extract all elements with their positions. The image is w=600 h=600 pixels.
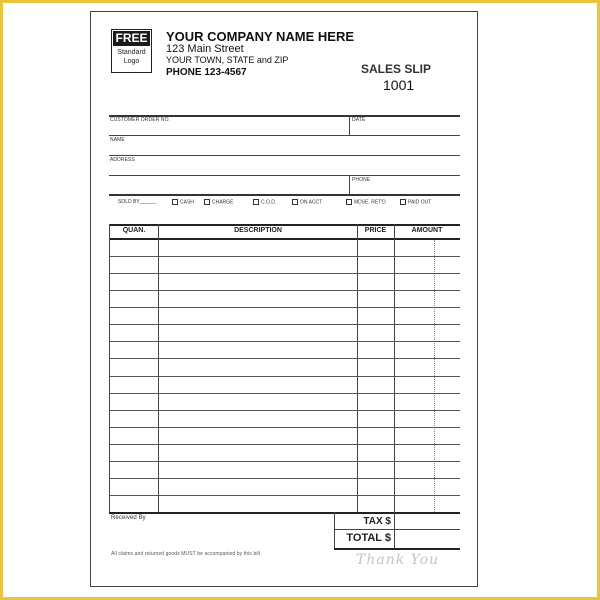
slip-title: SALES SLIP (361, 62, 432, 76)
customer-order-label: CUSTOMER ORDER NO. (110, 117, 171, 123)
address-label: ADDRESS (110, 157, 135, 163)
option-cash[interactable]: CASH (172, 199, 194, 205)
total-row-rule (334, 548, 460, 550)
sold-by-label: SOLD BY______ (118, 199, 157, 205)
col-header-description: DESCRIPTION (234, 227, 282, 234)
table-row (109, 393, 460, 394)
received-by-label: Received By (111, 515, 146, 521)
name-row-rule (109, 155, 460, 156)
table-row (109, 256, 460, 257)
logo-caption (112, 48, 151, 66)
option-cod[interactable]: C.O.D. (253, 199, 276, 205)
quan-column-divider (158, 224, 159, 512)
name-label: NAME (110, 137, 125, 143)
logo-line-1: Standard (117, 49, 146, 56)
option-on-acct[interactable]: ON ACCT (292, 199, 322, 205)
logo-placeholder (111, 29, 152, 73)
col-header-amount: AMOUNT (411, 227, 443, 234)
checkbox[interactable] (400, 199, 406, 205)
totals-value-divider (394, 512, 395, 548)
price-column-divider (394, 224, 395, 512)
table-row (109, 410, 460, 411)
thank-you-script: Thank You (356, 552, 440, 568)
claims-note: All claims and returned goods MUST be accompanied by this bill (111, 551, 260, 557)
phone-divider (349, 175, 350, 195)
date-divider (349, 115, 350, 135)
date-label: DATE (352, 117, 366, 123)
tax-label: TAX $ (363, 516, 391, 527)
option-charge[interactable]: CHARGE (204, 199, 233, 205)
table-bottom-rule (109, 512, 460, 514)
logo-line-2: Logo (123, 58, 140, 65)
slip-number: 1001 (383, 77, 415, 93)
sales-slip-form (90, 11, 478, 587)
table-top-rule (109, 224, 460, 226)
table-left-border (109, 224, 110, 512)
table-row (109, 290, 460, 291)
company-town: YOUR TOWN, STATE and ZIP (166, 55, 289, 65)
table-row (109, 376, 460, 377)
company-name: YOUR COMPANY NAME HERE (166, 29, 355, 44)
checkbox[interactable] (204, 199, 210, 205)
option-mdse-retd[interactable]: MDSE. RET'D (346, 199, 386, 205)
table-row (109, 341, 460, 342)
table-row (109, 495, 460, 496)
table-row (109, 444, 460, 445)
checkbox[interactable] (346, 199, 352, 205)
company-phone: PHONE 123-4567 (166, 67, 247, 78)
company-street: 123 Main Street (166, 43, 244, 55)
checkbox[interactable] (172, 199, 178, 205)
col-header-quan: QUAN. (122, 227, 146, 234)
phone-label: PHONE (352, 177, 371, 183)
description-column-divider (357, 224, 358, 512)
table-row (109, 461, 460, 462)
table-row (109, 478, 460, 479)
checkbox[interactable] (292, 199, 298, 205)
order-row-rule (109, 135, 460, 136)
tax-row-rule (334, 529, 460, 530)
checkbox[interactable] (253, 199, 259, 205)
table-row (109, 427, 460, 428)
col-header-price: PRICE (364, 227, 387, 234)
table-row (109, 358, 460, 359)
address-row-rule (109, 175, 460, 176)
logo-free-badge: FREE (113, 31, 150, 46)
table-row (109, 273, 460, 274)
total-label: TOTAL $ (346, 532, 391, 544)
option-paid-out[interactable]: PAID OUT (400, 199, 431, 205)
customer-bottom-rule (109, 194, 460, 196)
table-header-rule (109, 238, 460, 240)
table-row (109, 324, 460, 325)
table-row (109, 307, 460, 308)
